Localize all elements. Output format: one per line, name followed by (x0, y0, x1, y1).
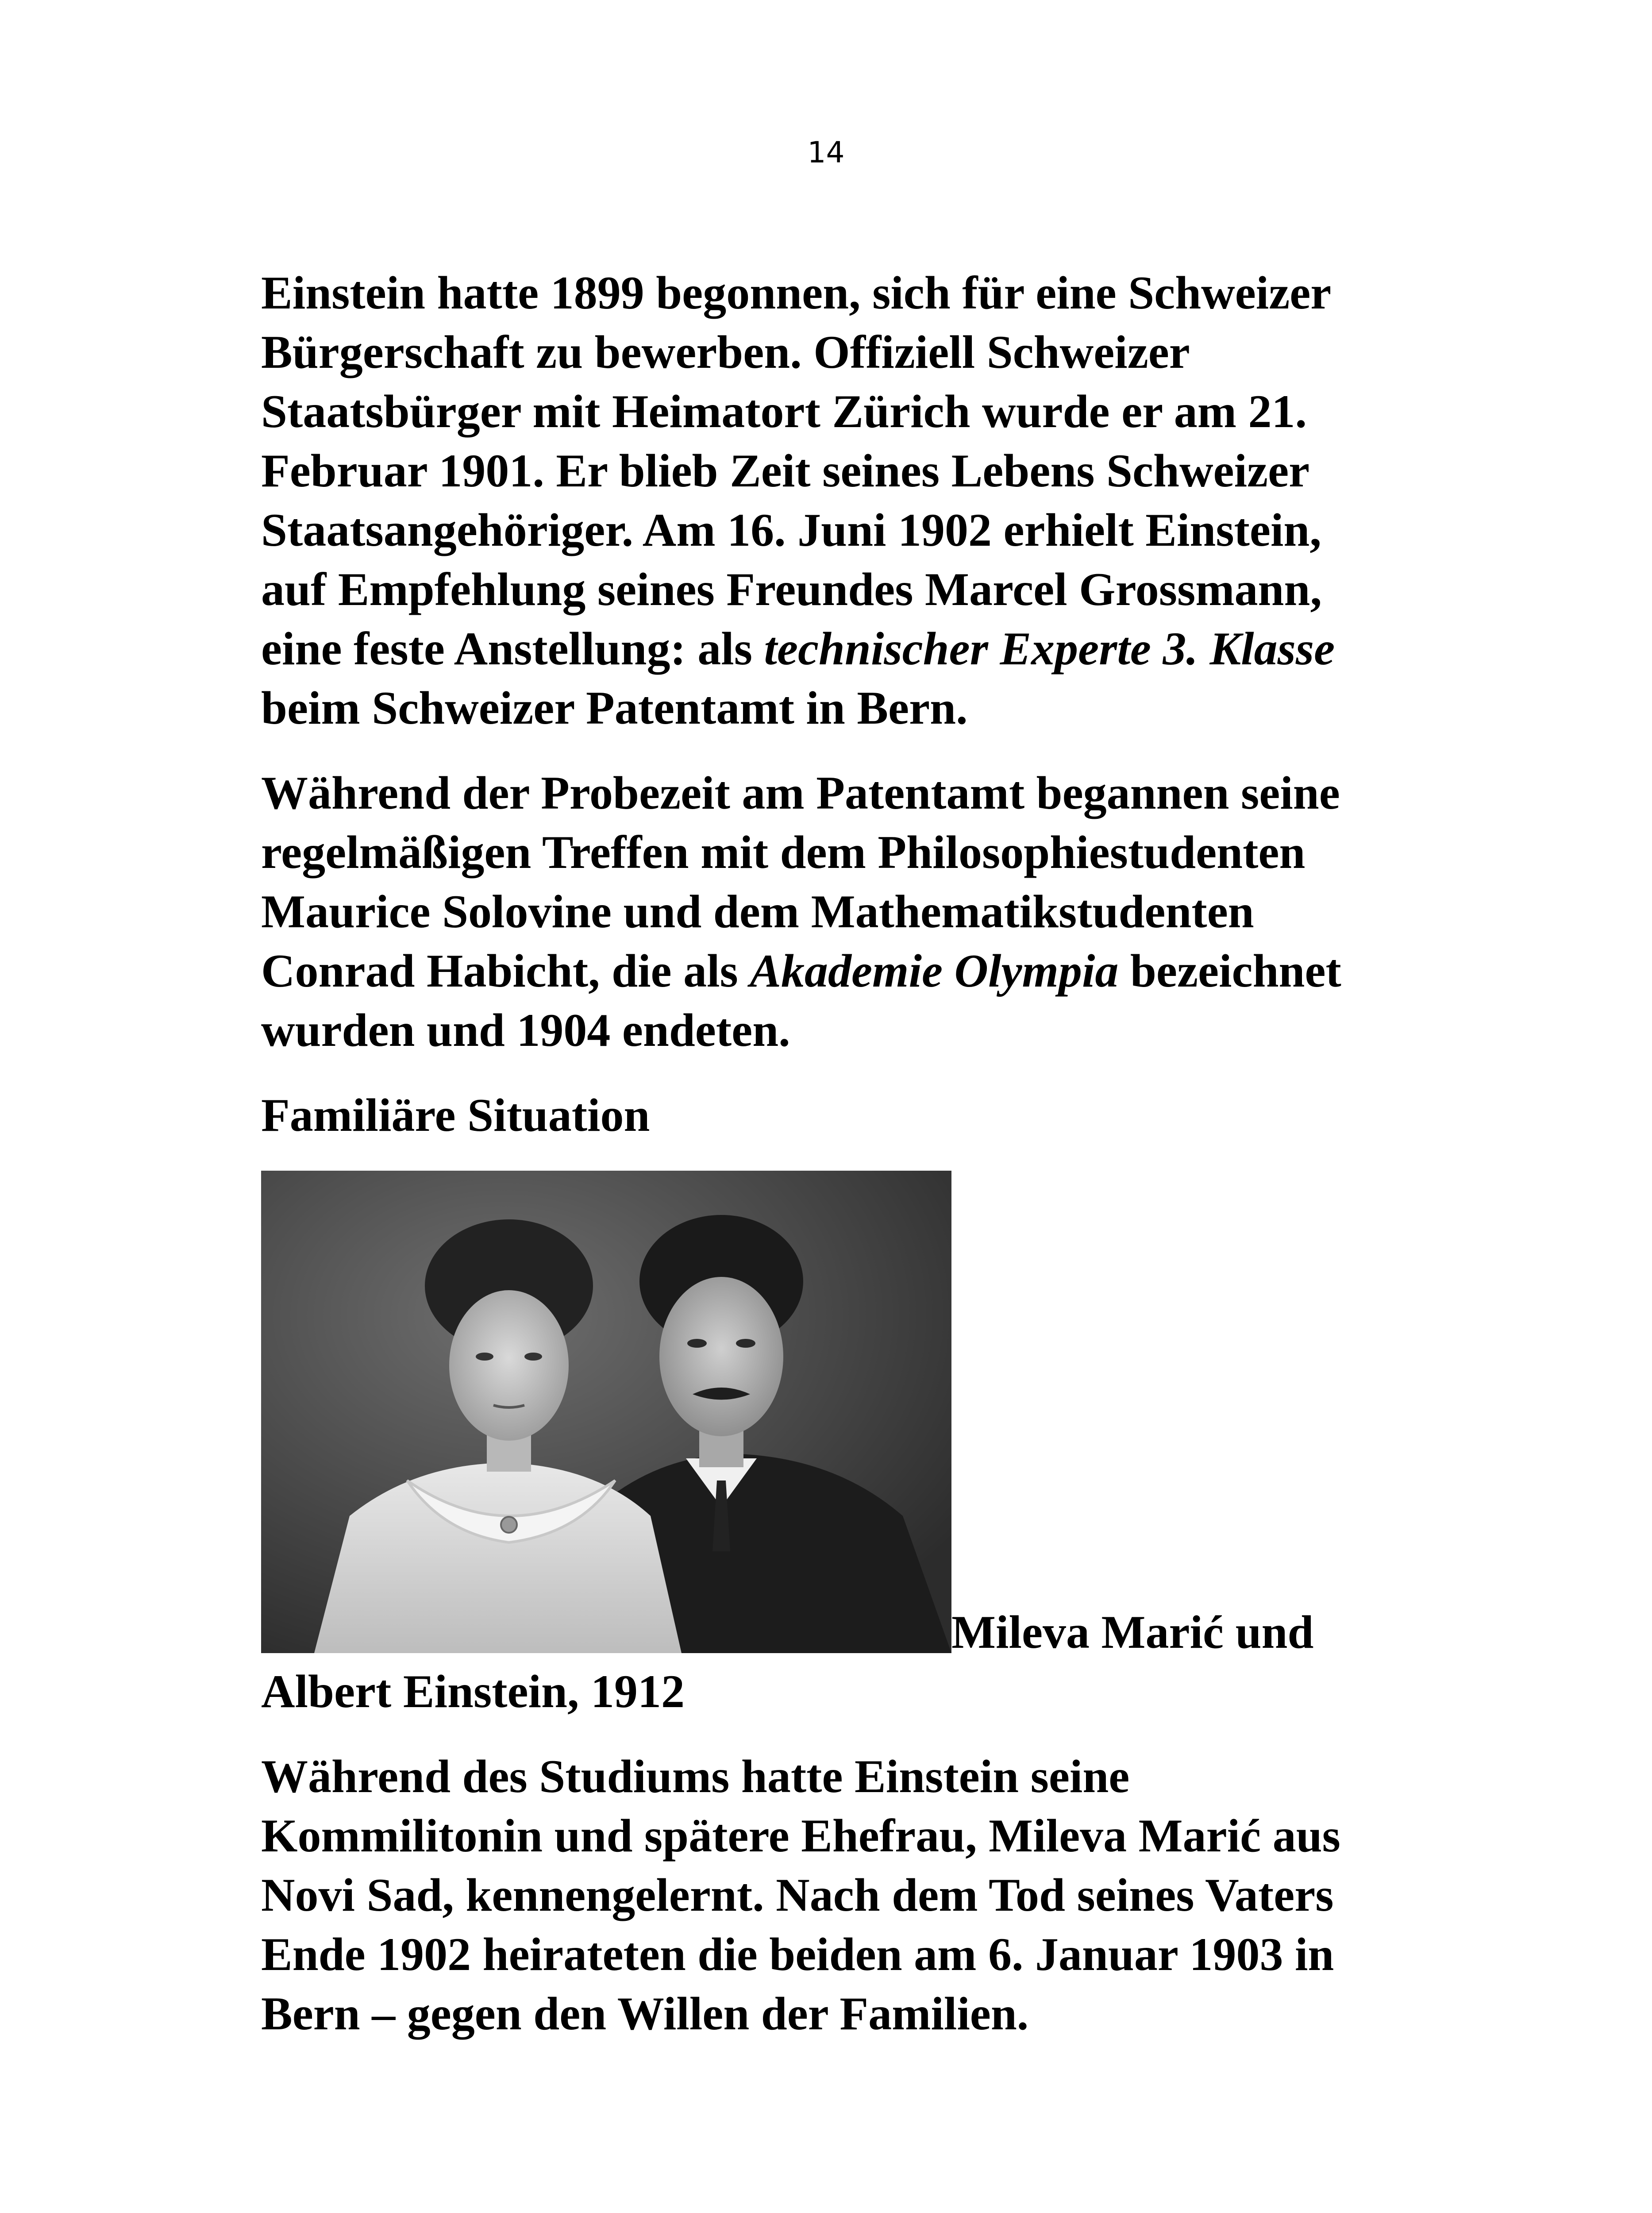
italic-term: Akademie Olympia (750, 945, 1119, 997)
text-line: Einstein hatte 1899 begonnen, sich für eine Schweizer (261, 267, 1332, 319)
section-heading: Familiäre Situation (261, 1089, 650, 1141)
text-line: Kommilitonin und spätere Ehefrau, Mileva Marić aus (261, 1810, 1340, 1862)
text-line: Februar 1901. Er blieb Zeit seines Lebens Schweizer (261, 445, 1310, 497)
portrait-illustration (261, 1171, 951, 1653)
text-line: Ende 1902 heirateten die beiden am 6. Januar 1903 in (261, 1928, 1334, 1980)
text-line: wurden und 1904 endeten. (261, 1004, 790, 1056)
text-line: Staatsbürger mit Heimatort Zürich wurde er am 21. (261, 386, 1307, 437)
figure (261, 1171, 1403, 1658)
text-segment: bezeichnet (1118, 945, 1341, 997)
text-line: Staatsangehöriger. Am 16. Juni 1902 erhielt Einstein, (261, 504, 1321, 556)
text-line: Während der Probezeit am Patentamt begannen seine (261, 767, 1340, 819)
text-line: Bern – gegen den Willen der Familien. (261, 1988, 1029, 2040)
paragraph-olympia (261, 763, 1403, 1060)
text-line (261, 941, 1403, 1001)
text-line: Während des Studiums hatte Einstein seine (261, 1750, 1130, 1802)
text-line: regelmäßigen Treffen mit dem Philosophiestudenten (261, 826, 1305, 878)
text-line: Novi Sad, kennengelernt. Nach dem Tod seines Vaters (261, 1869, 1334, 1921)
italic-term: technischer Experte 3. Klasse (764, 623, 1335, 675)
paragraph-citizenship (261, 263, 1403, 738)
text-line: Bürgerschaft zu bewerben. Offiziell Schweizer (261, 326, 1190, 378)
document-body (261, 263, 1403, 2069)
figure-caption-part1: Mileva Marić und (951, 1606, 1314, 1658)
text-line: auf Empfehlung seines Freundes Marcel Grossmann, (261, 563, 1322, 615)
figure-caption-part2: Albert Einstein, 1912 (261, 1666, 685, 1717)
text-line: beim Schweizer Patentamt in Bern. (261, 682, 968, 734)
text-line: Maurice Solovine und dem Mathematikstudenten (261, 886, 1254, 937)
portrait-photo (261, 1171, 951, 1653)
page-number: 14 (807, 135, 845, 170)
text-line (261, 619, 1403, 679)
text-segment: Conrad Habicht, die als (261, 945, 750, 997)
text-segment: eine feste Anstellung: als (261, 623, 764, 675)
paragraph-marriage (261, 1747, 1403, 2043)
